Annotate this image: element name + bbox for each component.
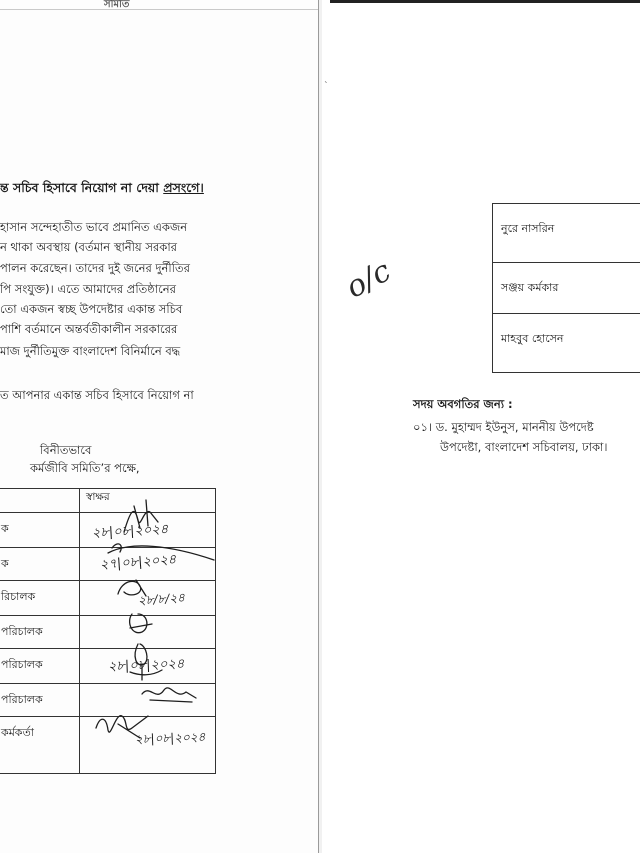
- signature-table-header: [0, 489, 216, 513]
- handwritten-date: ২৭|০৮|২০২৪: [99, 552, 177, 573]
- table-row: [493, 263, 640, 314]
- right-page: [322, 0, 640, 853]
- subject-underlined: প্রসংগে।: [163, 180, 204, 195]
- left-page: [0, 0, 318, 853]
- body-line: ন থাকা অবস্থায় (বর্তমান স্থানীয় সরকার: [0, 240, 177, 254]
- request-line: ত আপনার একান্ত সচিব হিসাবে নিয়োগ না: [0, 388, 194, 402]
- designation-header-cell: [0, 489, 79, 513]
- table-row: [493, 204, 640, 263]
- handwritten-date: ২৮|০৮|২০২৪: [91, 522, 169, 541]
- designation-cell: পরিচালক: [0, 649, 79, 684]
- signature-header-cell: স্বাক্ষর: [79, 489, 215, 513]
- signature-cell: [79, 616, 215, 649]
- handwritten-date: ২৮/৮/২৪: [137, 590, 186, 608]
- cc-item: ০১। ড. মুহাম্মদ ইউনুস, মাননীয় উপদেষ্ট: [413, 420, 594, 434]
- organization-header: সমিতি: [104, 0, 130, 10]
- designation-cell: ক: [0, 513, 79, 548]
- handwritten-note: o/c: [340, 253, 397, 306]
- designation-cell: পরিচালক: [0, 684, 79, 717]
- body-line: মাজ দুর্নীতিমুক্ত বাংলাদেশ বিনির্মানে বদ্ধ: [0, 344, 181, 358]
- distribution-name: মাহবুব হোসেন: [493, 314, 640, 373]
- closing-salutation: বিনীতভাবে: [40, 443, 92, 457]
- closing-on-behalf: কর্মজীবি সমিতি’র পক্ষে,: [30, 461, 140, 475]
- body-line: হাসান সন্দেহাতীত ভাবে প্রমানিত একজন: [0, 220, 188, 234]
- handwritten-date: ২৮|০৮|২০২৪: [107, 656, 185, 675]
- table-row: [493, 314, 640, 373]
- handwritten-date: ২৮|০৮|২০২৪: [134, 729, 206, 747]
- cc-item: উপদেষ্টা, বাংলাদেশ সচিবালয়, ঢাকা।: [440, 440, 608, 454]
- distribution-table: [492, 203, 640, 373]
- body-line: তো একজন স্বচ্ছ উপদেষ্টার একান্ত সচিব: [0, 302, 183, 316]
- signature-cell: [79, 684, 215, 717]
- subject-line: [0, 180, 204, 200]
- distribution-name: নুরে নাসরিন: [493, 204, 640, 263]
- cc-heading: সদয় অবগতির জন্য :: [413, 397, 513, 411]
- subject-text: ন্ত সচিব হিসাবে নিয়োগ না দেয়া: [0, 180, 164, 195]
- designation-cell: কর্মকর্তা: [0, 717, 79, 774]
- table-row: [0, 616, 216, 649]
- body-line: পি সংযুক্ত)। এতে আমাদের প্রতিষ্ঠানের: [0, 282, 176, 296]
- designation-cell: রিচালক: [0, 581, 79, 616]
- body-line: পালন করেছেন। তাদের দুই জনের দুর্নীতির: [0, 261, 190, 275]
- table-row: [0, 684, 216, 717]
- header-rule: [0, 9, 318, 10]
- body-line: পাশি বর্তমানে অন্তর্বতীকালীন সরকারের: [0, 322, 178, 336]
- designation-cell: পরিচালক: [0, 616, 79, 649]
- designation-cell: ক: [0, 548, 79, 581]
- distribution-name: সঞ্জয় কর্মকার: [493, 263, 640, 314]
- stray-mark: ˎ: [324, 74, 329, 84]
- top-edge-rule: [330, 0, 640, 3]
